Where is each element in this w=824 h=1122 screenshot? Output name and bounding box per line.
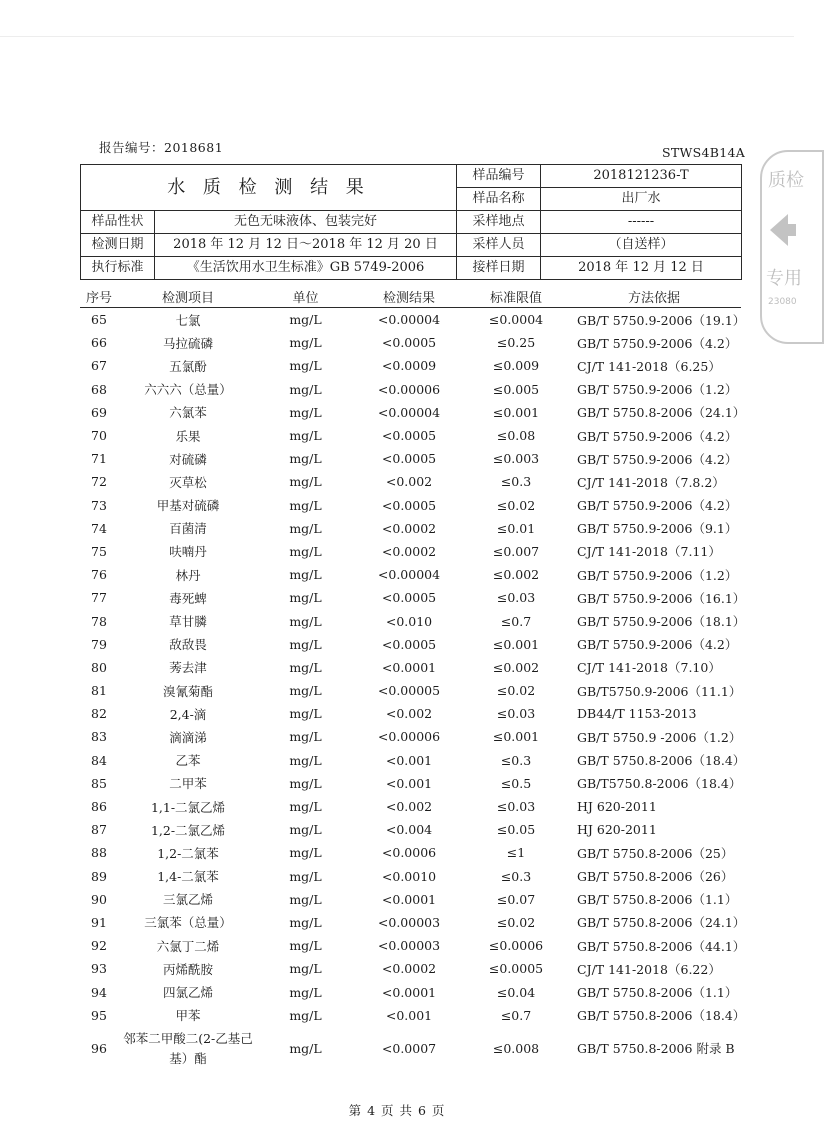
table-row [80,749,741,772]
row-limit: ≤0.001 [492,404,540,420]
row-unit: mg/L [289,683,322,699]
row-number: 86 [91,799,107,815]
row-unit: mg/L [289,868,322,884]
table-row [80,424,741,447]
row-unit: mg/L [289,752,322,768]
row-method: GB/T 5750.9-2006（1.2） [577,567,738,583]
row-limit: ≤0.04 [496,984,536,1000]
row-limit: ≤0.02 [496,683,536,699]
row-unit: mg/L [289,381,322,397]
row-number: 82 [91,706,107,722]
row-result: <0.002 [385,706,433,722]
row-method: GB/T 5750.9-2006（4.2） [577,637,738,653]
row-result: <0.0005 [381,590,437,606]
inspection-seal [760,150,824,344]
row-item: 林丹 [175,567,201,583]
table-row [80,378,741,401]
row-limit: ≤0.07 [496,891,536,907]
row-number: 71 [91,451,107,467]
row-number: 92 [91,938,107,954]
row-unit: mg/L [289,729,322,745]
row-item: 甲苯 [175,1008,201,1024]
row-result: <0.00005 [377,683,441,699]
table-row [80,911,741,934]
row-number: 67 [91,358,107,374]
row-result: <0.00006 [377,381,441,397]
row-result: <0.0002 [381,520,437,536]
row-method: CJ/T 141-2018（7.11） [577,544,721,560]
row-number: 95 [91,1007,107,1023]
sample-nature-value: 无色无味液体、包装完好 [155,211,457,234]
row-result: <0.002 [385,474,433,490]
row-result: <0.0005 [381,636,437,652]
row-limit: ≤0.3 [500,752,532,768]
sample-nature-label: 样品性状 [81,211,155,234]
row-number: 84 [91,752,107,768]
row-limit: ≤0.007 [492,543,540,559]
row-unit: mg/L [289,1040,322,1056]
row-item: 2,4-滴 [169,706,207,722]
row-method: GB/T 5750.9-2006（18.1） [577,614,746,630]
row-limit: ≤0.002 [492,567,540,583]
row-method: HJ 620-2011 [577,799,657,815]
row-item: 二甲苯 [169,776,207,792]
row-result: <0.0005 [381,428,437,444]
row-result: <0.0001 [381,891,437,907]
row-number: 72 [91,474,107,490]
seal-emblem-icon [766,210,796,250]
row-unit: mg/L [289,335,322,351]
row-method: GB/T 5750.8-2006（44.1） [577,938,746,954]
row-unit: mg/L [289,1007,322,1023]
page-title: 水 质 检 测 结 果 [81,165,457,211]
table-row [80,447,741,470]
standard-label: 执行标准 [81,257,155,280]
row-method: GB/T 5750.8-2006（24.1） [577,405,746,421]
row-item: 乐果 [175,428,201,444]
row-unit: mg/L [289,312,322,328]
sample-name-value: 出厂水 [541,188,742,211]
row-unit: mg/L [289,520,322,536]
row-result: <0.0001 [381,659,437,675]
results-header-row [80,286,741,308]
row-limit: ≤0.009 [492,358,540,374]
column-header-no: 序号 [80,286,118,308]
row-limit: ≤0.002 [492,659,540,675]
table-row [80,470,741,493]
row-number: 88 [91,845,107,861]
row-method: GB/T 5750.8-2006（1.1） [577,892,738,908]
row-result: <0.0001 [381,984,437,1000]
row-limit: ≤0.3 [500,868,532,884]
row-number: 77 [91,590,107,606]
row-method: GB/T 5750.8-2006 附录 B [577,1040,735,1056]
table-row [80,540,741,563]
row-unit: mg/L [289,891,322,907]
row-method: GB/T 5750.8-2006（26） [577,869,734,885]
row-result: <0.001 [385,1007,433,1023]
row-number: 69 [91,404,107,420]
row-item: 马拉硫磷 [162,335,213,351]
row-unit: mg/L [289,497,322,513]
row-item: 甲基对硫磷 [156,498,220,514]
row-result: <0.00004 [377,567,441,583]
row-item: 1,1-二氯乙烯 [150,799,226,815]
row-result: <0.0002 [381,961,437,977]
row-limit: ≤0.008 [492,1040,540,1056]
table-row [80,494,741,517]
row-number: 90 [91,891,107,907]
row-number: 79 [91,636,107,652]
row-result: <0.004 [385,822,433,838]
row-unit: mg/L [289,775,322,791]
sample-no-label: 样品编号 [457,165,541,188]
row-method: GB/T 5750.9-2006（4.2） [577,335,738,351]
receive-date-value: 2018 年 12 月 12 日 [541,257,742,280]
row-result: <0.010 [385,613,433,629]
column-header-result: 检测结果 [353,286,465,308]
scan-edge [0,36,794,37]
row-limit: ≤0.05 [496,822,536,838]
row-item: 1,2-二氯苯 [157,845,219,861]
row-result: <0.0005 [381,335,437,351]
column-header-method: 方法依据 [567,286,741,308]
column-header-item: 检测项目 [118,286,258,308]
row-number: 75 [91,543,107,559]
row-item: 溴氰菊酯 [162,683,213,699]
receive-date-label: 接样日期 [457,257,541,280]
row-item: 百菌清 [169,521,207,537]
row-result: <0.0002 [381,543,437,559]
row-unit: mg/L [289,613,322,629]
row-unit: mg/L [289,428,322,444]
row-item: 六氯苯 [169,405,207,421]
table-row [80,934,741,957]
seal-number: 23080 [768,297,797,307]
row-limit: ≤0.7 [500,613,532,629]
row-result: <0.0005 [381,451,437,467]
row-number: 80 [91,659,107,675]
row-result: <0.00006 [377,729,441,745]
row-item: 1,2-二氯乙烯 [150,822,226,838]
row-method: GB/T5750.8-2006（18.4） [577,776,742,792]
seal-text-bottom: 专用 [766,268,802,289]
results-body [80,308,746,1071]
row-method: DB44/T 1153-2013 [577,706,697,722]
row-method: CJ/T 141-2018（7.10） [577,660,721,676]
row-method: CJ/T 141-2018（6.25） [577,358,721,374]
table-row [80,725,741,748]
row-item: 邻苯二甲酸二(2-乙基己基）酯 [123,1030,253,1066]
row-number: 96 [91,1040,107,1056]
table-row [80,633,741,656]
sampling-site-label: 采样地点 [457,211,541,234]
table-row [80,331,741,354]
row-method: GB/T 5750.9-2006（1.2） [577,382,738,398]
row-method: GB/T 5750.9 -2006（1.2） [577,729,742,745]
table-row [80,308,741,332]
row-limit: ≤0.001 [492,636,540,652]
row-limit: ≤0.03 [496,590,536,606]
row-unit: mg/L [289,567,322,583]
table-row [80,818,741,841]
row-result: <0.00004 [377,312,441,328]
row-method: GB/T 5750.9-2006（16.1） [577,590,746,606]
table-row [80,609,741,632]
row-number: 85 [91,775,107,791]
row-item: 莠去津 [169,660,207,676]
page-footer: 第 4 页 共 6 页 [348,1103,446,1118]
standard-value: 《生活饮用水卫生标准》GB 5749-2006 [155,257,457,280]
row-item: 草甘膦 [169,614,207,630]
row-item: 五氯酚 [169,358,207,374]
row-item: 三氯苯（总量） [144,915,232,931]
row-item: 七氯 [175,312,201,328]
row-item: 六六六（总量） [144,382,232,398]
row-limit: ≤0.25 [496,335,536,351]
row-item: 六氯丁二烯 [156,938,220,954]
row-item: 丙烯酰胺 [162,961,213,977]
row-result: <0.002 [385,799,433,815]
row-unit: mg/L [289,543,322,559]
row-limit: ≤1 [506,845,526,861]
row-limit: ≤0.0005 [488,961,544,977]
row-limit: ≤0.5 [500,775,532,791]
table-row [80,1004,741,1027]
table-row [80,401,741,424]
row-number: 73 [91,497,107,513]
seal-text-top: 质检 [768,170,804,191]
report-header-table [80,164,742,280]
row-result: <0.00003 [377,914,441,930]
table-row [80,679,741,702]
row-method: CJ/T 141-2018（6.22） [577,961,721,977]
row-number: 78 [91,613,107,629]
row-item: 呋喃丹 [169,544,207,560]
row-result: <0.0007 [381,1040,437,1056]
row-result: <0.0005 [381,497,437,513]
row-method: CJ/T 141-2018（7.8.2） [577,474,725,490]
table-row [80,957,741,980]
table-row [80,772,741,795]
row-unit: mg/L [289,358,322,374]
row-number: 81 [91,683,107,699]
sample-name-label: 样品名称 [457,188,541,211]
row-number: 87 [91,822,107,838]
row-number: 66 [91,335,107,351]
row-unit: mg/L [289,938,322,954]
table-row [80,586,741,609]
row-number: 68 [91,381,107,397]
row-limit: ≤0.001 [492,729,540,745]
row-item: 1,4-二氯苯 [157,869,219,885]
row-number: 93 [91,961,107,977]
table-row [80,702,741,725]
row-unit: mg/L [289,706,322,722]
table-row [80,795,741,818]
table-row [80,865,741,888]
test-date-label: 检测日期 [81,234,155,257]
row-item: 对硫磷 [169,451,207,467]
row-item: 毒死蜱 [169,590,207,606]
row-result: <0.0006 [381,845,437,861]
row-limit: ≤0.03 [496,799,536,815]
table-row [80,888,741,911]
row-unit: mg/L [289,822,322,838]
row-method: GB/T 5750.9-2006（4.2） [577,428,738,444]
row-method: GB/T 5750.8-2006（1.1） [577,985,738,1001]
row-limit: ≤0.08 [496,428,536,444]
row-limit: ≤0.3 [500,474,532,490]
row-item: 三氯乙烯 [162,892,213,908]
row-result: <0.0010 [381,868,437,884]
row-limit: ≤0.03 [496,706,536,722]
table-row [80,980,741,1003]
table-row [80,841,741,864]
row-limit: ≤0.02 [496,497,536,513]
column-header-unit: 单位 [258,286,353,308]
results-table [80,286,746,1071]
table-row [80,656,741,679]
row-unit: mg/L [289,914,322,930]
row-limit: ≤0.7 [500,1007,532,1023]
row-number: 83 [91,729,107,745]
row-method: GB/T 5750.9-2006（4.2） [577,498,738,514]
row-item: 乙苯 [175,753,201,769]
row-result: <0.001 [385,752,433,768]
row-result: <0.001 [385,775,433,791]
row-result: <0.0009 [381,358,437,374]
row-item: 滴滴涕 [169,729,207,745]
row-method: GB/T 5750.9-2006（9.1） [577,521,738,537]
row-unit: mg/L [289,451,322,467]
row-number: 70 [91,428,107,444]
row-number: 74 [91,520,107,536]
row-item: 四氯乙烯 [162,985,213,1001]
row-unit: mg/L [289,984,322,1000]
row-item: 灭草松 [169,474,207,490]
row-number: 94 [91,984,107,1000]
report-number: 报告编号：2018681 [99,140,224,155]
table-row [80,517,741,540]
row-unit: mg/L [289,474,322,490]
row-unit: mg/L [289,659,322,675]
row-limit: ≤0.01 [496,520,536,536]
sampler-label: 采样人员 [457,234,541,257]
column-header-limit: 标准限值 [465,286,567,308]
row-method: HJ 620-2011 [577,822,657,838]
table-row [80,1027,741,1071]
document-code: STWS4B14A [662,145,746,160]
row-unit: mg/L [289,799,322,815]
row-limit: ≤0.0004 [488,312,544,328]
row-limit: ≤0.003 [492,451,540,467]
row-method: GB/T 5750.8-2006（25） [577,845,734,861]
row-method: GB/T5750.9-2006（11.1） [577,683,742,699]
row-unit: mg/L [289,636,322,652]
table-row [80,563,741,586]
sample-no-value: 2018121236-T [541,165,742,188]
sampler-value: （自送样） [541,234,742,257]
row-method: GB/T 5750.8-2006（18.4） [577,1008,746,1024]
row-unit: mg/L [289,590,322,606]
row-result: <0.00003 [377,938,441,954]
row-unit: mg/L [289,961,322,977]
row-unit: mg/L [289,845,322,861]
sampling-site-value: ------ [541,211,742,234]
table-row [80,354,741,377]
row-number: 89 [91,868,107,884]
row-limit: ≤0.02 [496,914,536,930]
row-number: 65 [91,312,107,328]
test-date-value: 2018 年 12 月 12 日～2018 年 12 月 20 日 [155,234,457,257]
row-method: GB/T 5750.9-2006（19.1） [577,312,746,328]
row-item: 敌敌畏 [169,637,207,653]
row-result: <0.00004 [377,404,441,420]
row-number: 76 [91,567,107,583]
row-method: GB/T 5750.8-2006（18.4） [577,753,746,769]
row-limit: ≤0.005 [492,381,540,397]
row-unit: mg/L [289,404,322,420]
row-limit: ≤0.0006 [488,938,544,954]
row-method: GB/T 5750.9-2006（4.2） [577,451,738,467]
row-number: 91 [91,914,107,930]
row-method: GB/T 5750.8-2006（24.1） [577,915,746,931]
